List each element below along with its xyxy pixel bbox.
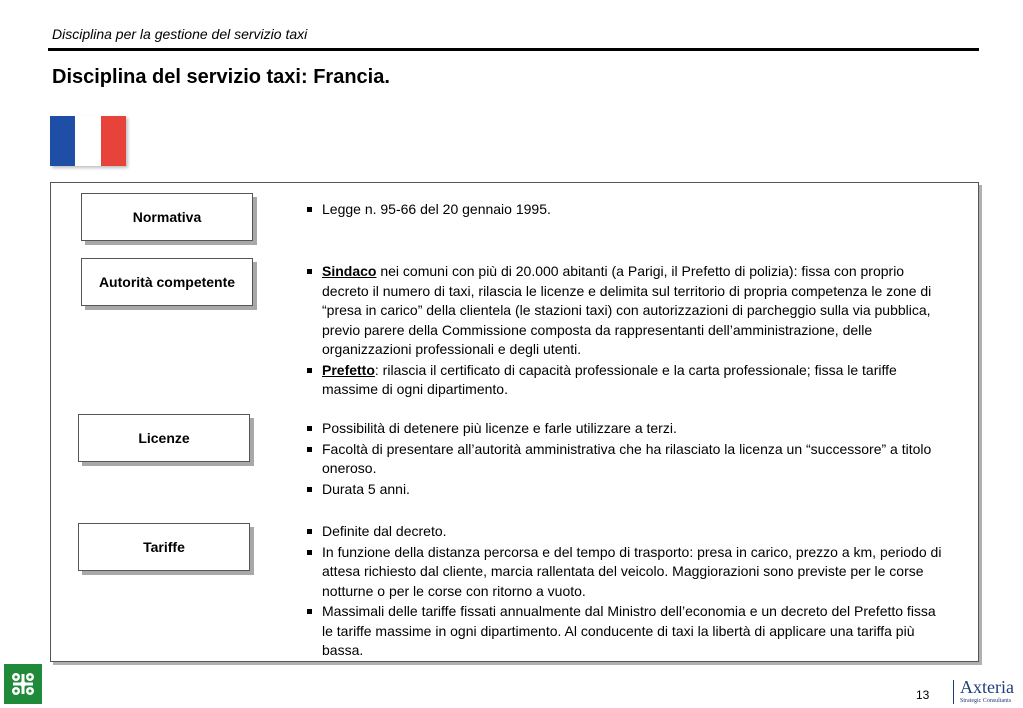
- france-flag-icon: [50, 116, 126, 166]
- brand-name: Axteria: [960, 677, 1014, 697]
- licenze-label-text: Licenze: [138, 430, 190, 446]
- autorita-label: [81, 258, 253, 306]
- tariffe-label: [78, 523, 250, 571]
- list-item: Durata 5 anni.: [305, 480, 945, 500]
- normativa-label-text: Normativa: [132, 209, 202, 225]
- normativa-list: [305, 200, 945, 221]
- list-item: [305, 262, 945, 360]
- tariffe-list: [305, 522, 945, 662]
- prefetto-term: Prefetto: [322, 361, 375, 378]
- slide-title: Disciplina del servizio taxi: Francia.: [52, 66, 390, 88]
- header-divider: [48, 48, 979, 51]
- list-item: In funzione della distanza percorsa e del tempo di trasporto: presa in carico, prezzo a km, periodo di attesa richiesto dal cliente, marcia rallentata del veicolo. Maggiorazioni sono previste per le corse notturne o per le corse con ritorno a vuoto.: [305, 543, 945, 602]
- prefetto-text: : rilascia il certificato di capacità professionale e la carta professionale; fissa le tariffe massime di ogni dipartimento.: [322, 361, 897, 397]
- sindaco-text: nei comuni con più di 20.000 abitanti (a Parigi, il Prefetto di polizia): fissa con proprio decreto il numero di taxi, rilascia le licenze e delimita sul territorio di propria competenza le zone di “presa in carico” della clientela (le stazioni taxi) con autorizzazioni di parcheggio sulla via pubblica, previo parere della Commissione composta da rappresentanti dell’amministrazione, delle organizzazioni professionali e degli utenti.: [322, 263, 932, 357]
- list-item: Massimali delle tariffe fissati annualmente dal Ministro dell’economia e un decreto del Prefetto fissa le tariffe massime in ogni dipartimento. Al conducente di taxi la libertà di applicare una tariffa più bassa.: [305, 602, 945, 661]
- flag-red-stripe: [101, 116, 126, 166]
- list-item: Facoltà di presentare all’autorità amministrativa che ha rilasciato la licenza un “successore” a titolo oneroso.: [305, 440, 945, 479]
- content-panel: [50, 182, 979, 662]
- list-item: Legge n. 95-66 del 20 gennaio 1995.: [305, 200, 945, 220]
- licenze-label: [78, 414, 250, 462]
- flag-white-stripe: [75, 116, 100, 166]
- tariffe-label-text: Tariffe: [143, 539, 185, 555]
- list-item: Possibilità di detenere più licenze e farle utilizzare a terzi.: [305, 419, 945, 439]
- logo-divider: [953, 680, 954, 704]
- licenze-list: [305, 419, 945, 500]
- normativa-label: [81, 193, 253, 241]
- list-item: Definite dal decreto.: [305, 522, 945, 542]
- brand-tagline: Strategic Consultants: [960, 698, 1012, 704]
- autorita-list: [305, 262, 945, 401]
- autorita-label-text: Autorità competente: [98, 274, 236, 290]
- header-title: Disciplina per la gestione del servizio taxi: [52, 26, 308, 42]
- sindaco-term: Sindaco: [322, 263, 377, 279]
- axteria-logo: [960, 677, 1020, 705]
- page-number: 13: [916, 688, 930, 702]
- flag-blue-stripe: [50, 116, 75, 166]
- list-item: [305, 361, 945, 400]
- regione-lombardia-rose-icon: [4, 664, 42, 704]
